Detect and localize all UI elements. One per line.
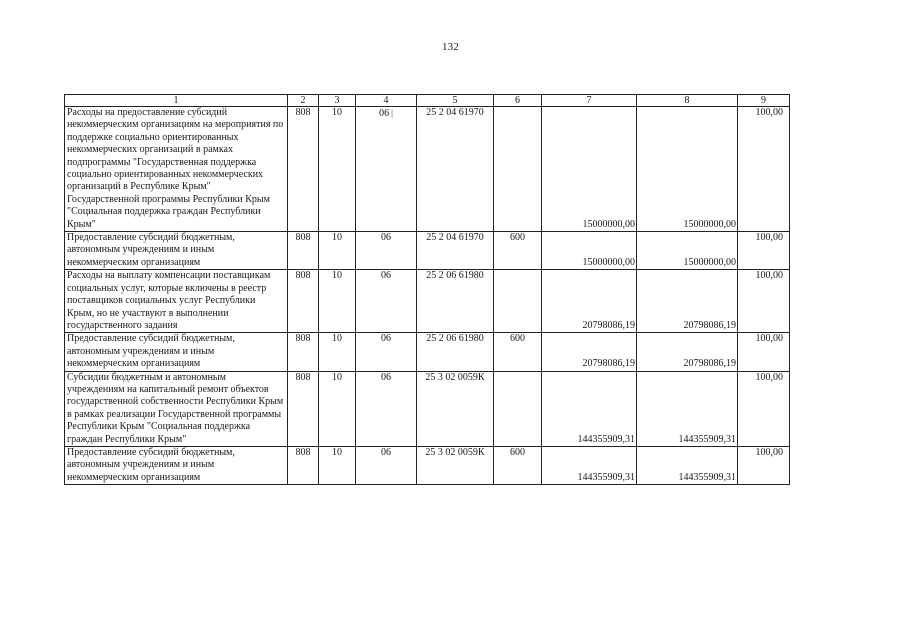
page-number: 132 [441, 41, 460, 53]
table-row [65, 232, 790, 270]
amount-actual: 20798086,19 [637, 270, 738, 333]
expense-type-code: 600 [494, 232, 542, 270]
amount-actual: 144355909,31 [637, 371, 738, 446]
expense-name: Субсидии бюджетным и автономным учреждениям на капитальный ремонт объектов государственной собственности Республики Крым в рамках реализации Государственной программы Республики Крым "Социальная поддержка граждан Республики Крым" [65, 371, 288, 446]
ministry-code: 808 [288, 446, 319, 484]
column-header: 9 [738, 95, 790, 107]
table-row [65, 371, 790, 446]
target-article-code: 25 3 02 0059К [417, 446, 494, 484]
subsection-code: 06 [356, 232, 417, 270]
ministry-code: 808 [288, 333, 319, 371]
expense-name: Предоставление субсидий бюджетным, автономным учреждениям и иным некоммерческим организациям [65, 333, 288, 371]
execution-percent: 100,00 [738, 232, 790, 270]
expense-name: Предоставление субсидий бюджетным, автономным учреждениям и иным некоммерческим организациям [65, 232, 288, 270]
ministry-code: 808 [288, 270, 319, 333]
table-row [65, 270, 790, 333]
execution-percent: 100,00 [738, 446, 790, 484]
subsection-code: 06 [356, 446, 417, 484]
column-header: 3 [319, 95, 356, 107]
expense-name: Предоставление субсидий бюджетным, автономным учреждениям и иным некоммерческим организациям [65, 446, 288, 484]
ministry-code: 808 [288, 371, 319, 446]
amount-actual: 144355909,31 [637, 446, 738, 484]
target-article-code: 25 2 04 61970 [417, 232, 494, 270]
tick-mark: | [391, 108, 393, 118]
expense-type-code: 600 [494, 333, 542, 371]
section-code: 10 [319, 232, 356, 270]
column-header: 7 [542, 95, 637, 107]
ministry-code: 808 [288, 232, 319, 270]
table-header-row [65, 95, 790, 107]
target-article-code: 25 2 06 61980 [417, 333, 494, 371]
amount-plan: 144355909,31 [542, 371, 637, 446]
expense-name: Расходы на выплату компенсации поставщикам социальных услуг, которые включены в реестр поставщиков социальных услуг Республики Крым, но не участвуют в выполнении государственного задания [65, 270, 288, 333]
target-article-code: 25 2 06 61980 [417, 270, 494, 333]
amount-plan: 20798086,19 [542, 270, 637, 333]
amount-plan: 15000000,00 [542, 232, 637, 270]
execution-percent: 100,00 [738, 333, 790, 371]
expense-type-code [494, 107, 542, 232]
section-code: 10 [319, 107, 356, 232]
ministry-code: 808 [288, 107, 319, 232]
execution-percent: 100,00 [738, 371, 790, 446]
subsection-code: 06 [356, 371, 417, 446]
amount-plan: 20798086,19 [542, 333, 637, 371]
subsection-code: 06 | [356, 107, 417, 232]
column-header: 4 [356, 95, 417, 107]
column-header: 8 [637, 95, 738, 107]
amount-plan: 15000000,00 [542, 107, 637, 232]
amount-actual: 15000000,00 [637, 107, 738, 232]
section-code: 10 [319, 333, 356, 371]
expense-type-code [494, 371, 542, 446]
amount-actual: 15000000,00 [637, 232, 738, 270]
column-header: 5 [417, 95, 494, 107]
column-header: 6 [494, 95, 542, 107]
section-code: 10 [319, 270, 356, 333]
table-row [65, 446, 790, 484]
table-row [65, 333, 790, 371]
column-header: 1 [65, 95, 288, 107]
execution-percent: 100,00 [738, 270, 790, 333]
subsection-code: 06 [356, 333, 417, 371]
amount-plan: 144355909,31 [542, 446, 637, 484]
table-row [65, 107, 790, 232]
execution-percent: 100,00 [738, 107, 790, 232]
target-article-code: 25 3 02 0059К [417, 371, 494, 446]
section-code: 10 [319, 371, 356, 446]
column-header: 2 [288, 95, 319, 107]
section-code: 10 [319, 446, 356, 484]
subsection-code: 06 [356, 270, 417, 333]
target-article-code: 25 2 04 61970 [417, 107, 494, 232]
budget-table [64, 94, 790, 485]
expense-type-code: 600 [494, 446, 542, 484]
expense-name: Расходы на предоставление субсидий некоммерческим организациям на мероприятия по поддержке социально ориентированных некоммерческих организаций в рамках подпрограммы "Государственная поддержка социально ориентированных некоммерческих организаций в Республике Крым" Государственной программы Республики Крым "Социальная поддержка граждан Республики Крым" [65, 107, 288, 232]
amount-actual: 20798086,19 [637, 333, 738, 371]
expense-type-code [494, 270, 542, 333]
